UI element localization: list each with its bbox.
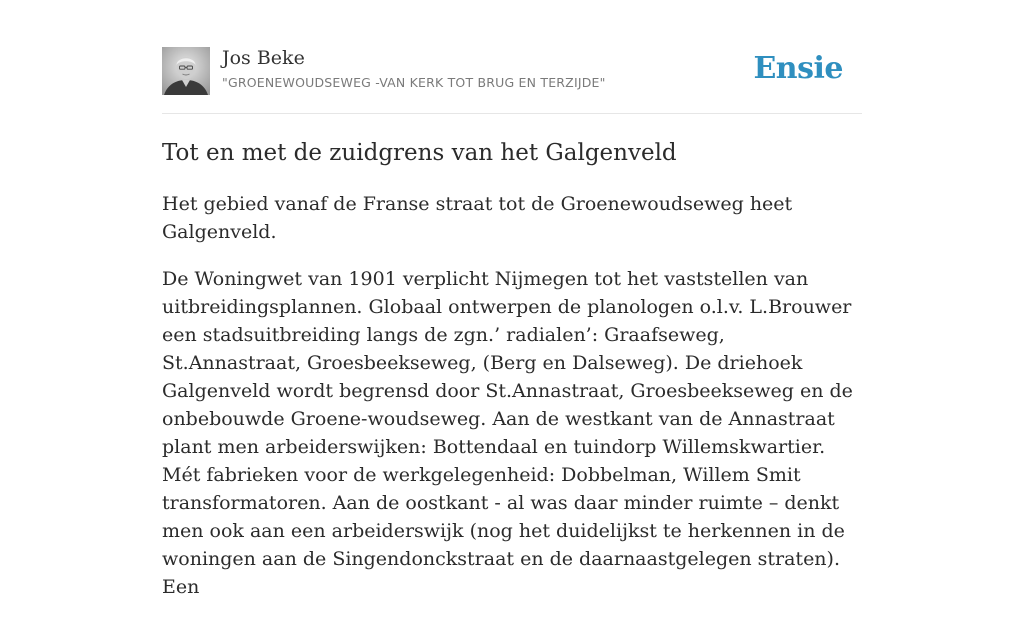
article-paragraph-2: De Woningwet van 1901 verplicht Nijmegen tot het vaststellen van uitbreidingsplannen. Globaal ontwerpen de planologen o.l.v. L.Brouwer een stadsuitbreiding langs de zgn.’ radialen’: Graafseweg, St.Annastraat, Groesbeekseweg, (Berg en Dalseweg). De driehoek Galgenveld wordt begrensd door St.Annastraat, Groesbeekseweg en de onbebouwde Groene-woudseweg. Aan de westkant van de Annastraat plant men arbeiderswijken: Bottendaal en tuindorp Willemskwartier. Mét fabrieken voor de werkgelegenheid: Dobbelman, Willem Smit transformatoren. Aan de oostkant - al was daar minder ruimte – denkt men ook aan een arbeiderswijk (nog het duidelijkst te herkennen in de woningen aan de Singendonckstraat en de daarnaastgelegen straten). Een xyxy=(162,268,853,598)
article-header xyxy=(162,46,862,96)
article-body xyxy=(162,190,862,620)
author-avatar[interactable] xyxy=(162,47,210,95)
header-divider xyxy=(162,113,862,114)
author-portrait-icon xyxy=(162,47,210,95)
author-name[interactable]: Jos Beke xyxy=(222,47,305,69)
collection-subtitle[interactable]: "GROENEWOUDSEWEG -VAN KERK TOT BRUG EN TERZIJDE" xyxy=(222,75,606,90)
article-title: Tot en met de zuidgrens van het Galgenveld xyxy=(162,140,677,166)
article-paragraph-1: Het gebied vanaf de Franse straat tot de Groenewoudseweg heet Galgenveld. xyxy=(162,193,793,243)
ensie-logo[interactable]: Ensie xyxy=(753,51,843,86)
